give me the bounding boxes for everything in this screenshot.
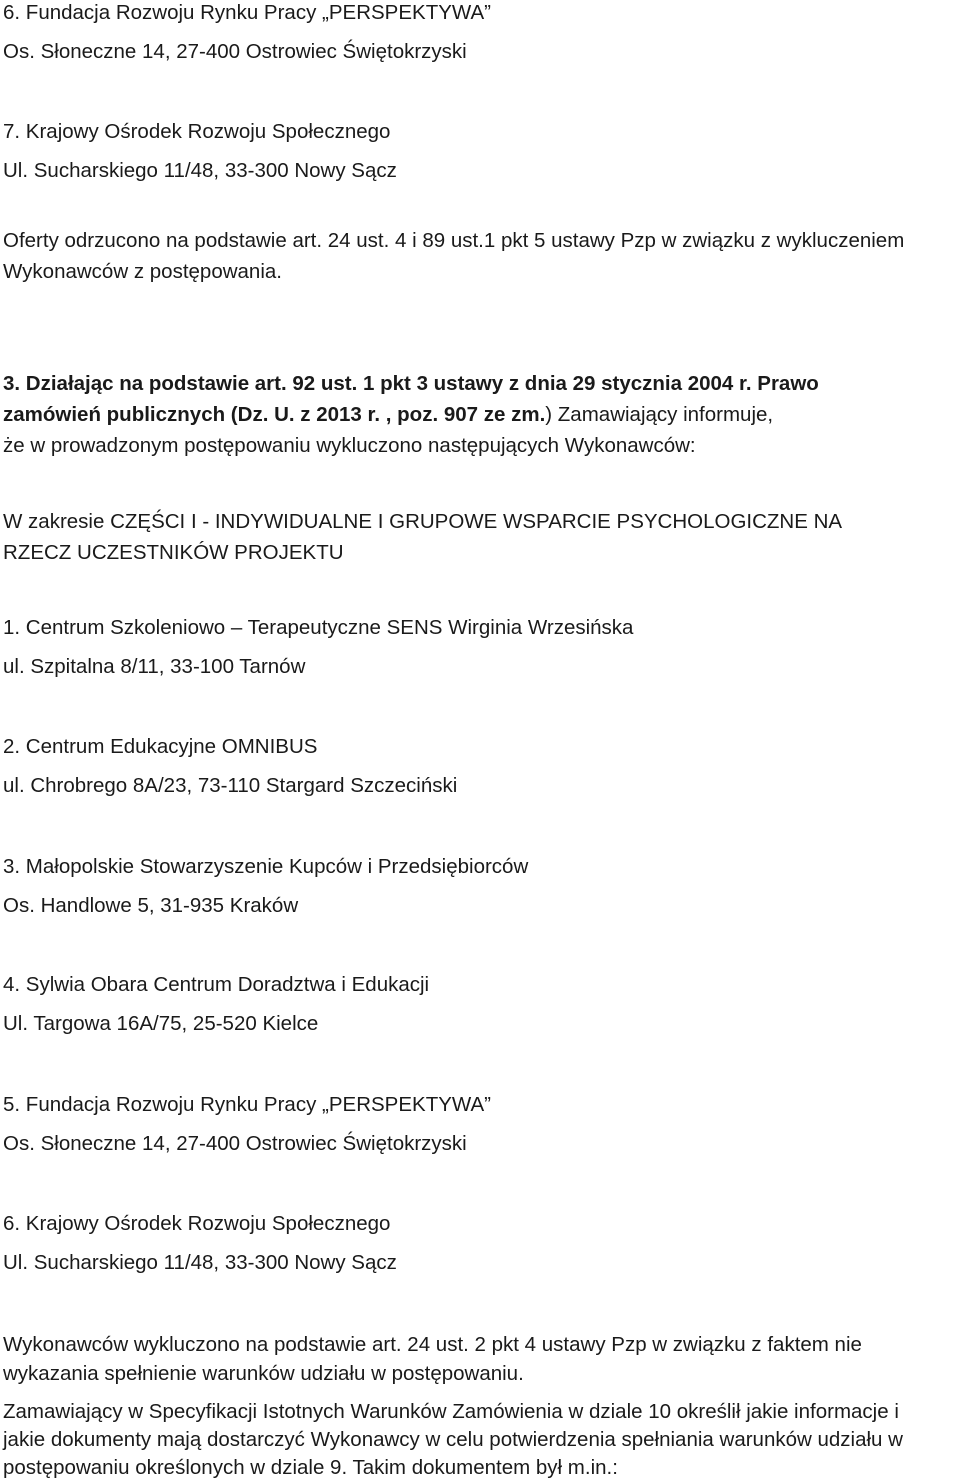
- part-heading-line: RZECZ UCZESTNIKÓW PROJEKTU: [3, 541, 344, 564]
- list-item: [3, 847, 528, 925]
- list-item-address: Os. Handlowe 5, 31-935 Kraków: [3, 894, 299, 917]
- list-item: [3, 1085, 491, 1163]
- list-item-name: 3. Małopolskie Stowarzyszenie Kupców i Przedsiębiorców: [3, 855, 529, 878]
- list-item-address: ul. Chrobrego 8A/23, 73-110 Stargard Szczeciński: [3, 774, 458, 797]
- section-heading-line: że w prowadzonym postępowaniu wykluczono następujących Wykonawców:: [3, 434, 696, 457]
- list-item-address: Ul. Sucharskiego 11/48, 33-300 Nowy Sącz: [3, 1251, 397, 1274]
- list-item-name: 7. Krajowy Ośrodek Rozwoju Społecznego: [3, 120, 391, 143]
- reason-line: wykazania spełnienie warunków udziału w postępowaniu.: [3, 1362, 524, 1385]
- top-list: [3, 0, 491, 190]
- list-item: [3, 608, 633, 686]
- section-heading-bold-part: zamówień publicznych (Dz. U. z 2013 r. , poz. 907 ze zm.: [3, 403, 546, 426]
- list-item-address: ul. Szpitalna 8/11, 33-100 Tarnów: [3, 655, 306, 678]
- list-item-address: Os. Słoneczne 14, 27-400 Ostrowiec Świętokrzyski: [3, 40, 467, 63]
- section-heading-line: 3. Działając na podstawie art. 92 ust. 1 pkt 3 ustawy z dnia 29 stycznia 2004 r. Prawo: [3, 372, 819, 395]
- section-heading-line: [3, 399, 819, 430]
- list-item: [3, 965, 429, 1043]
- list-item-name: 6. Krajowy Ośrodek Rozwoju Społecznego: [3, 1212, 391, 1235]
- list-item-address: Ul. Sucharskiego 11/48, 33-300 Nowy Sącz: [3, 159, 397, 182]
- list-item-name: 1. Centrum Szkoleniowo – Terapeutyczne SENS Wirginia Wrzesińska: [3, 616, 634, 639]
- closing-paragraph: [3, 1398, 903, 1482]
- list-item-name: 2. Centrum Edukacyjne OMNIBUS: [3, 735, 318, 758]
- list-item-name: 4. Sylwia Obara Centrum Doradztwa i Edukacji: [3, 973, 430, 996]
- list-item-address: Ul. Targowa 16A/75, 25-520 Kielce: [3, 1012, 319, 1035]
- closing-line: Zamawiający w Specyfikacji Istotnych Warunków Zamówienia w dziale 10 określił jakie informacje i: [3, 1400, 899, 1423]
- section-heading-rest: ) Zamawiający informuje,: [545, 403, 774, 426]
- list-item: [3, 727, 457, 805]
- part-heading: [3, 506, 842, 568]
- rejection-line: Wykonawców z postępowania.: [3, 260, 282, 283]
- section-3-heading: [3, 368, 819, 461]
- list-item-address: Os. Słoneczne 14, 27-400 Ostrowiec Świętokrzyski: [3, 1132, 467, 1155]
- list-item-name: 6. Fundacja Rozwoju Rynku Pracy „PERSPEKTYWA”: [3, 1, 491, 24]
- reason-line: Wykonawców wykluczono na podstawie art. 24 ust. 2 pkt 4 ustawy Pzp w związku z faktem nie: [3, 1333, 862, 1356]
- closing-line: jakie dokumenty mają dostarczyć Wykonawcy w celu potwierdzenia spełniania warunków udziału w: [3, 1428, 903, 1451]
- list-item: [3, 1204, 397, 1282]
- exclusion-reason-paragraph: [3, 1330, 862, 1388]
- rejection-line: Oferty odrzucono na podstawie art. 24 ust. 4 i 89 ust.1 pkt 5 ustawy Pzp w związku z wykluczeniem: [3, 229, 905, 252]
- rejection-paragraph: [3, 225, 904, 287]
- closing-line: postępowaniu określonych w dziale 9. Takim dokumentem był m.in.:: [3, 1456, 618, 1479]
- part-heading-line: W zakresie CZĘŚCI I - INDYWIDUALNE I GRUPOWE WSPARCIE PSYCHOLOGICZNE NA: [3, 510, 843, 533]
- list-item-name: 5. Fundacja Rozwoju Rynku Pracy „PERSPEKTYWA”: [3, 1093, 491, 1116]
